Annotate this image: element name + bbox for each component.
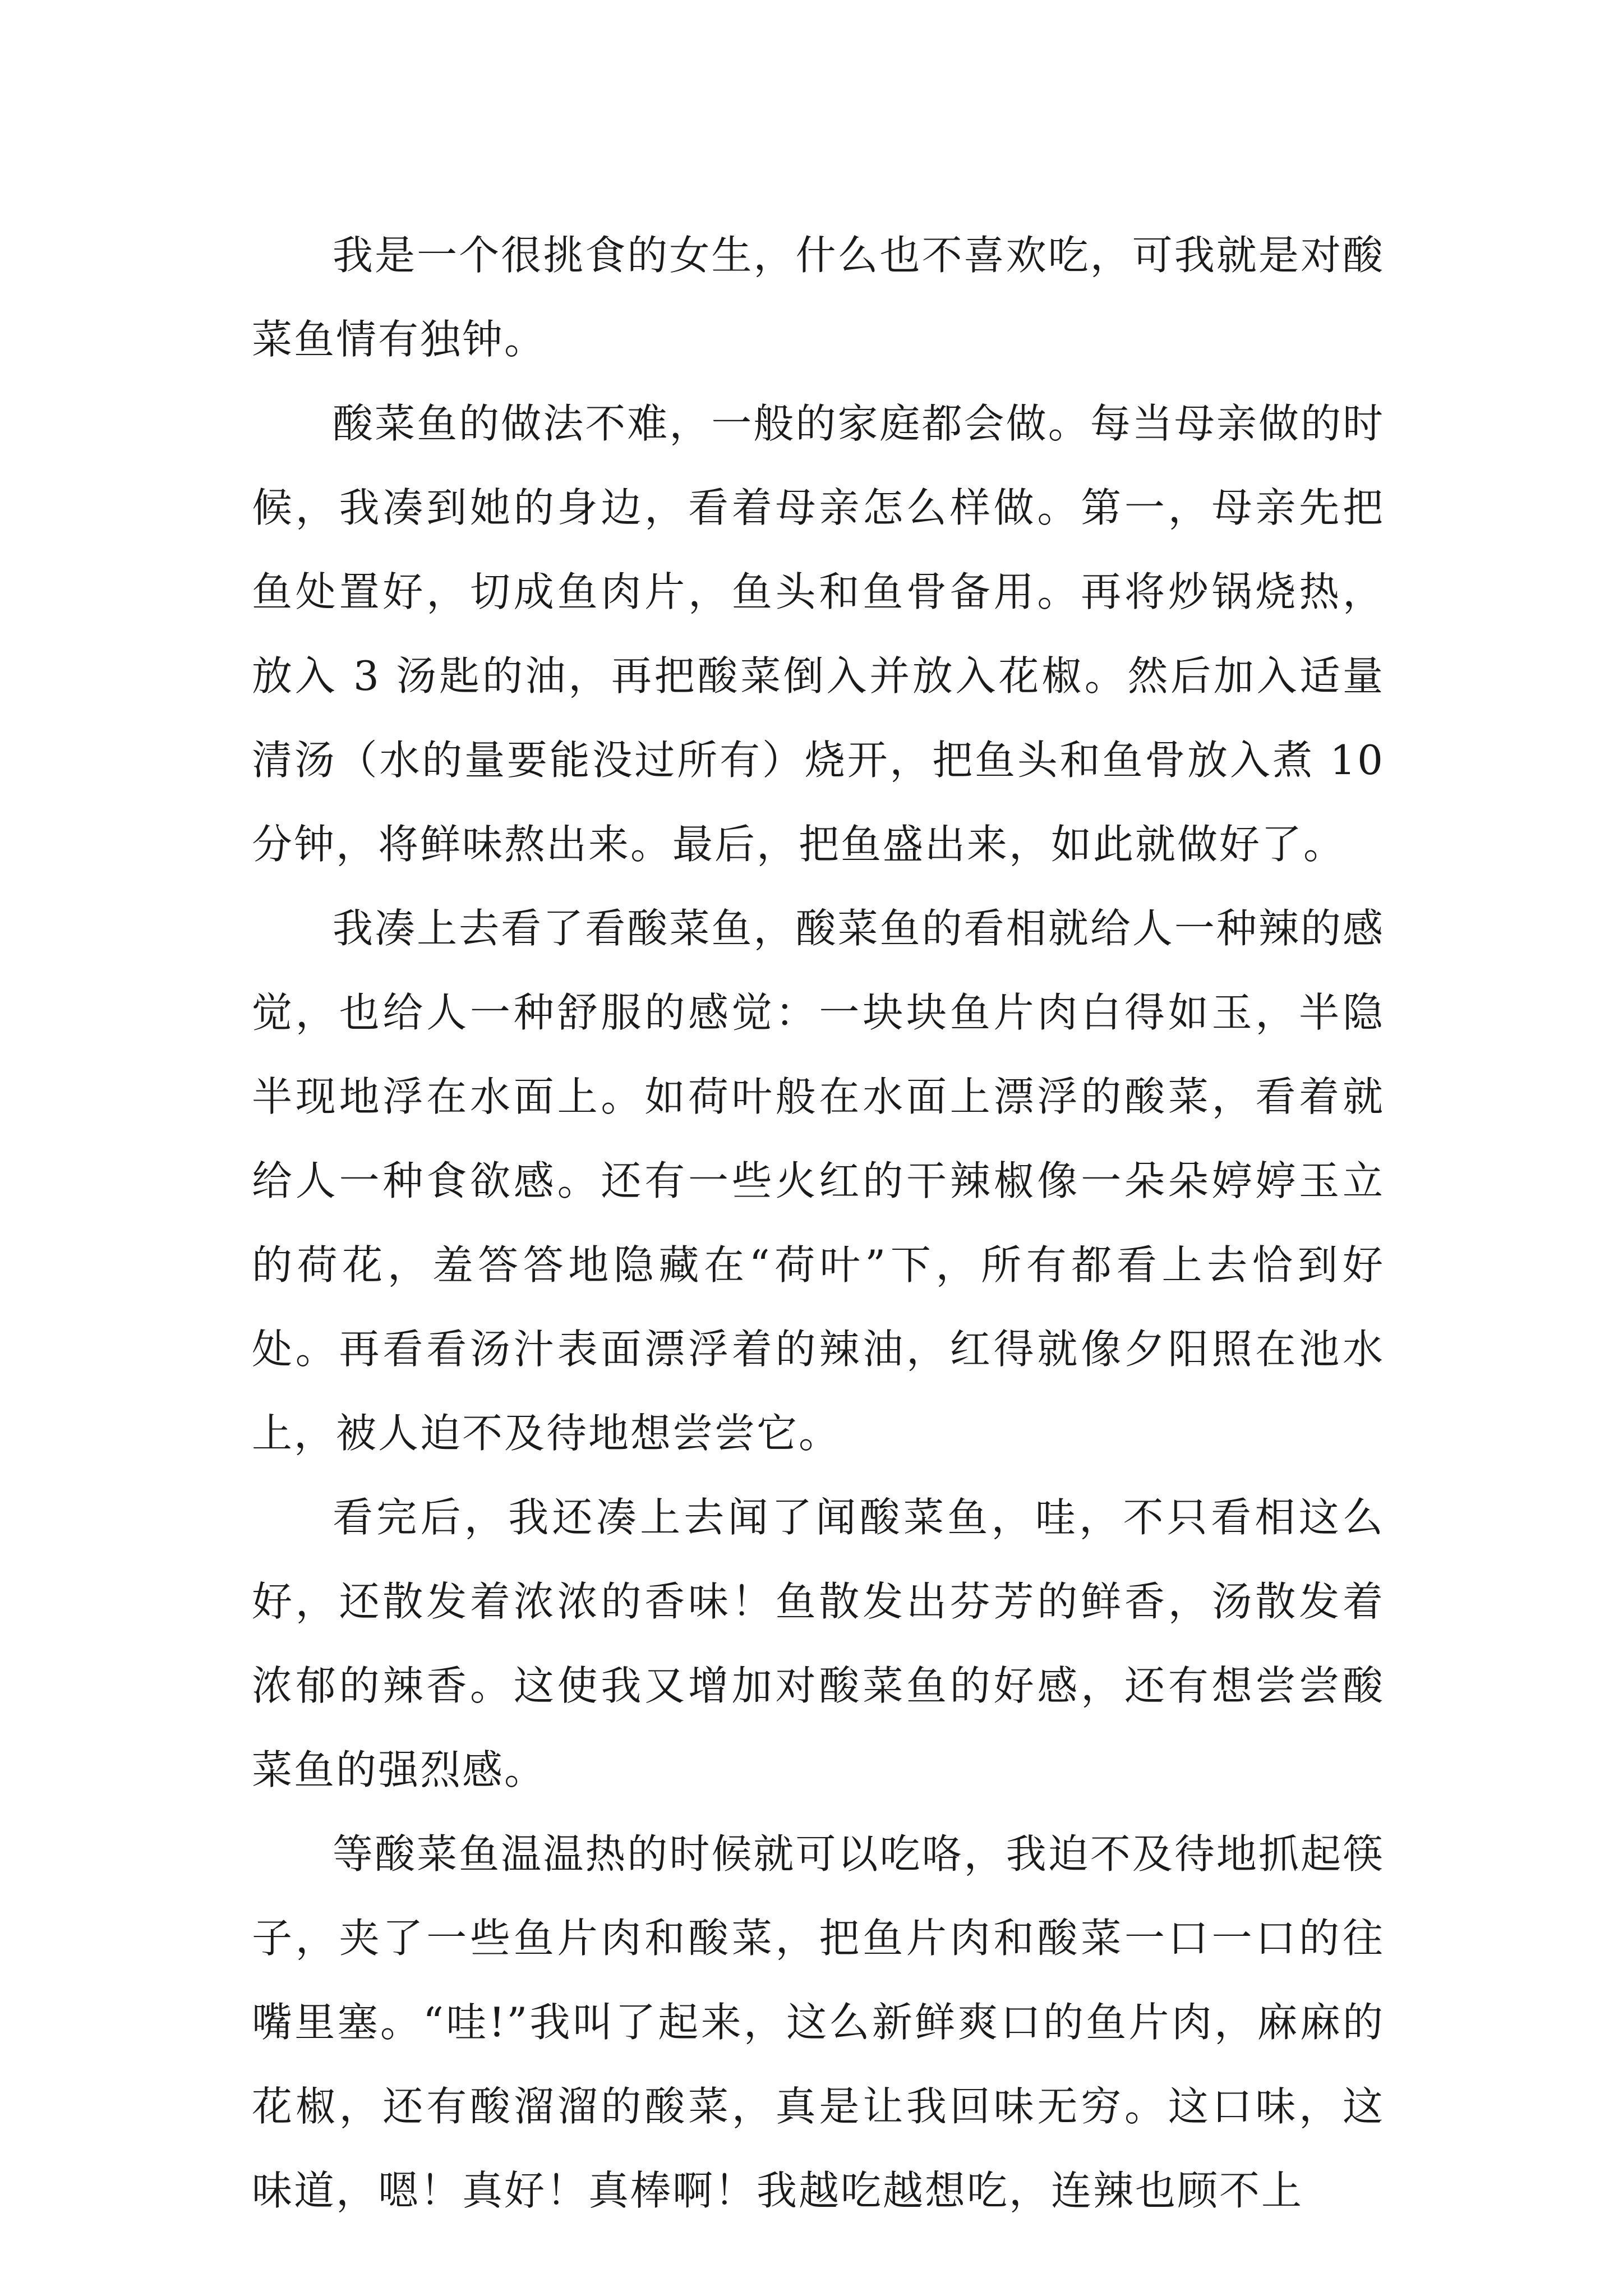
paragraph-4: 看完后，我还凑上去闻了闻酸菜鱼，哇，不只看相这么好，还散发着浓浓的香味！鱼散发出芬芳的鲜香，汤散发着浓郁的辣香。这使我又增加对酸菜鱼的好感，还有想尝尝酸菜鱼的强烈感。 <box>252 1494 1385 1793</box>
paragraph-1: 我是一个很挑食的女生，什么也不喜欢吃，可我就是对酸菜鱼情有独钟。 <box>252 232 1385 363</box>
paragraph-3: 我凑上去看了看酸菜鱼，酸菜鱼的看相就给人一种辣的感觉，也给人一种舒服的感觉：一块块鱼片肉白得如玉，半隐半现地浮在水面上。如荷叶般在水面上漂浮的酸菜，看着就给人一种食欲感。还有一些火红的干辣椒像一朵朵婷婷玉立的荷花，羞答答地隐藏在“荷叶”下，所有都看上去恰到好处。再看看汤汁表面漂浮着的辣油，红得就像夕阳照在池水上，被人迫不及待地想尝尝它。 <box>252 905 1385 1457</box>
paragraph-2: 酸菜鱼的做法不难，一般的家庭都会做。每当母亲做的时候，我凑到她的身边，看着母亲怎么样做。第一，母亲先把鱼处置好，切成鱼肉片，鱼头和鱼骨备用。再将炒锅烧热，放入 3 汤匙的油，再把酸菜倒入并放入花椒。然后加入适量清汤（水的量要能没过所有）烧开，把鱼头和鱼骨放入煮 10 分钟，将鲜味熬出来。最后，把鱼盛出来，如此就做好了。 <box>252 400 1385 868</box>
document-body <box>252 213 1385 2233</box>
paragraph-5: 等酸菜鱼温温热的时候就可以吃咯，我迫不及待地抓起筷子，夹了一些鱼片肉和酸菜，把鱼片肉和酸菜一口一口的往嘴里塞。“哇!”我叫了起来，这么新鲜爽口的鱼片肉，麻麻的花椒，还有酸溜溜的酸菜，真是让我回味无穷。这口味，这味道，嗯！真好！真棒啊！我越吃越想吃，连辣也顾不上 <box>252 1830 1385 2214</box>
